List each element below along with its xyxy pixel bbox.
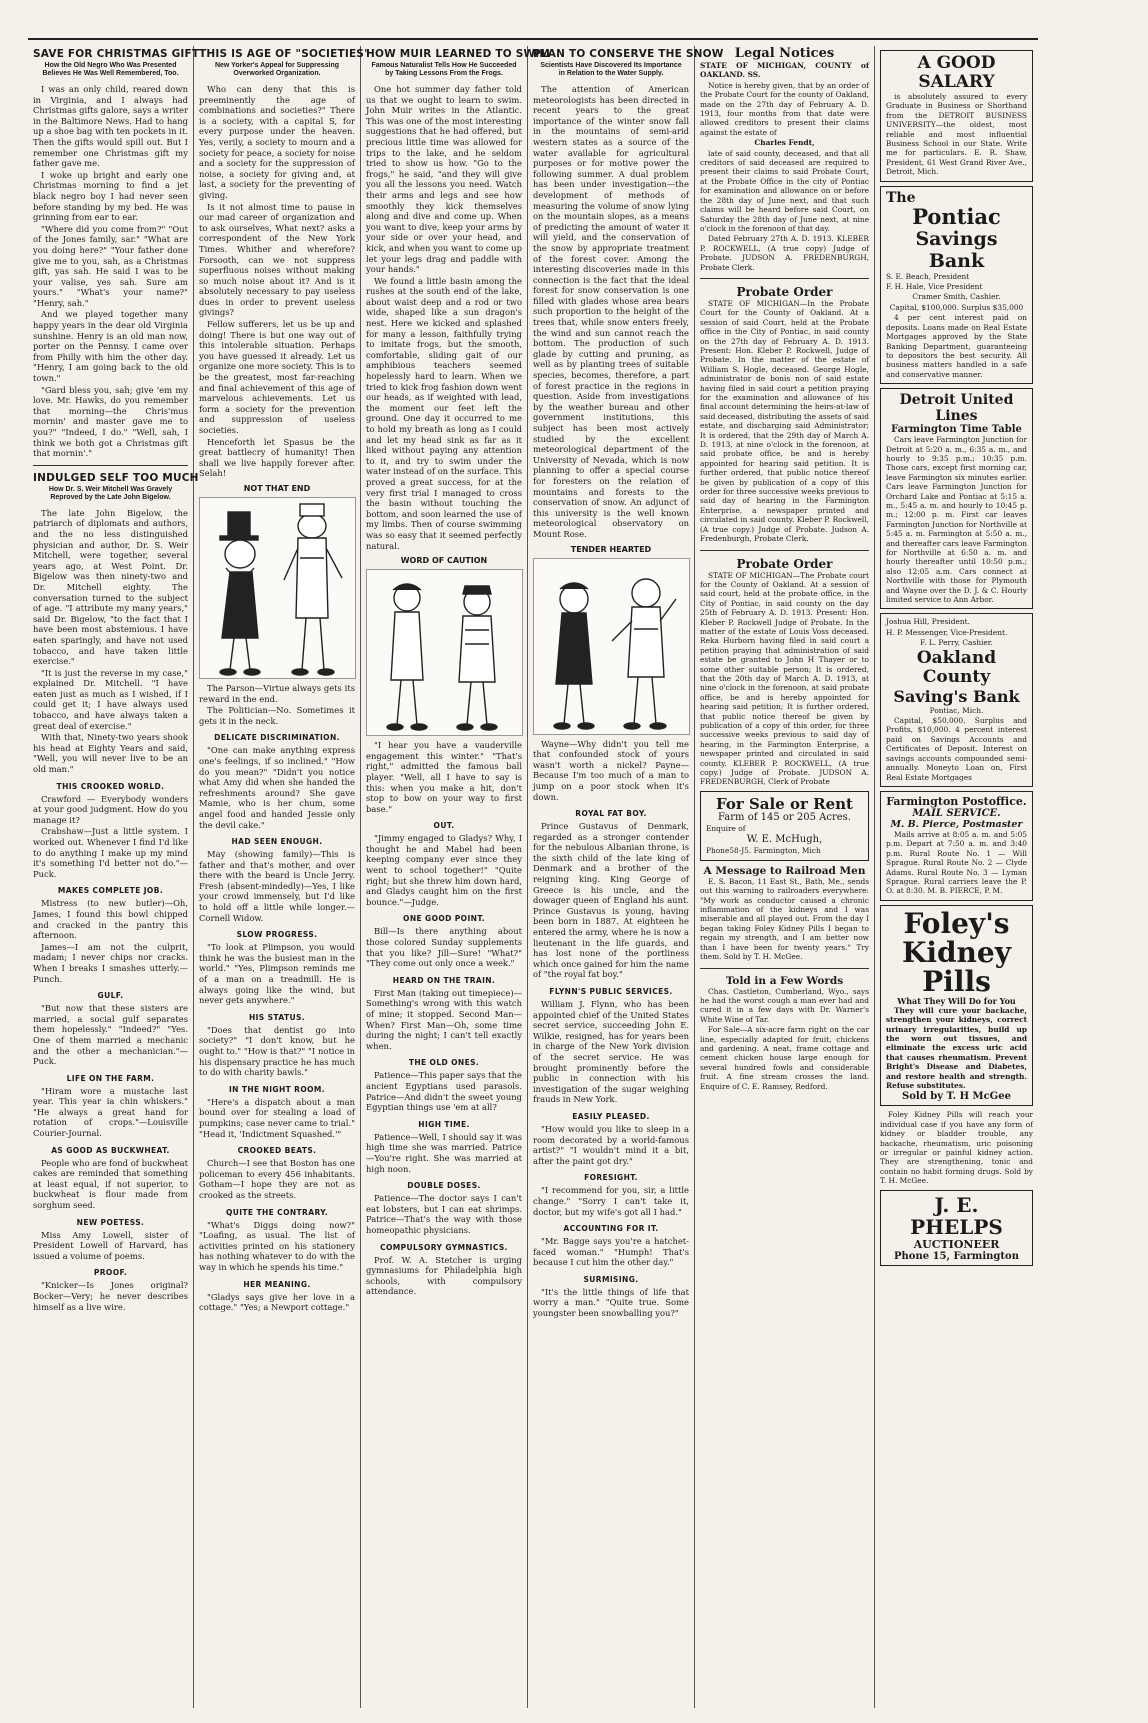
bank-officer: S. E. Beach, President	[886, 271, 970, 281]
foley-kidney-pills-ad	[880, 905, 1033, 1107]
deck-muir-swim: Famous Naturalist Tells How He Succeeded by Taking Lessons From the Frogs.	[371, 62, 517, 77]
foley-text: They will cure your backache, strengthen your kidneys, correct urinary irregularities, build up the worn out tissues, and eliminate the excess uric acid that causes rheumatism. Prevent Bright's Disease and Diabetes, and restore health and strength. Refuse substitutes.	[886, 1005, 1027, 1090]
cartoon-title: WORD OF CAUTION	[400, 556, 488, 566]
article-paragraph: I was an only child, reared down in Virginia, and I always had Christmas gifts galore, says a writer in the Baltimore News. Had to hang up a shoe bag with ten pockets in it. Then the gifts would spill out. But I remember one Christmas gift my father gave me.	[33, 84, 188, 169]
postoffice-subtitle: MAIL SERVICE.	[912, 807, 1001, 819]
legal-notices-title: Legal Notices	[734, 46, 835, 61]
deck-indulged-self: How Dr. S. Weir Mitchell Was Gravely Reproved by the Late John Bigelow.	[48, 485, 173, 501]
article-paragraph: "It is just the reverse in my case," explained Dr. Mitchell. "I have eaten just as much as I wished, if I could get it; I have always used tobacco, and have always taken a great deal of exercise."	[33, 667, 188, 731]
headline-conserve-snow: PLAN TO CONSERVE THE SNOW	[533, 48, 724, 60]
for-sale-text: Farm of 145 or 205 Acres.	[718, 811, 851, 823]
joke-paragraph: Church—I see that Boston has one policeman to every 456 inhabitants. Gotham—I hope they are not as crooked as the streets.	[199, 1158, 355, 1200]
dul-title: Detroit United Lines	[899, 392, 1014, 425]
column-2	[194, 46, 370, 1708]
cartoon-caption: The Parson—Virtue always gets its reward in the end.	[199, 682, 355, 704]
joke-paragraph: Patience—Well, I should say it was high time she was married. Patrice—You're right. She was married at high noon.	[366, 1131, 522, 1174]
bank-city: Pontiac, Mich.	[929, 705, 984, 715]
good-salary-ad	[880, 50, 1033, 182]
bank-text: Capital, $50,000, Surplus and Profits, $10,000. 4 percent interest paid on Savings Accounts and Certificates of Deposit. Interest on savings accounts compounded semi-annually. Moneyto Loan on, First Real Estate Mortgages	[886, 716, 1027, 782]
postoffice-title: Farmington Postoffice.	[886, 794, 1027, 808]
article-paragraph: I woke up bright and early one Christmas morning to find a jet black negro boy I had never seen before standing by my bed. He was grinning from ear to ear.	[33, 169, 188, 223]
joke-paragraph: "How would you like to sleep in a room decorated by a world-famous artist?" "I wouldn't mind it a bit, after the paint got dry."	[533, 1123, 689, 1166]
deck-age-of-societies: New Yorker's Appeal for Suppressing Overworked Organization.	[214, 62, 340, 77]
article-paragraph: With that, Ninety-two years shook his head at Eighty Years and said, "Well, you will never live to be an old man."	[33, 732, 188, 775]
subhead: QUITE THE CONTRARY.	[225, 1207, 329, 1217]
phelps-auctioneer-ad	[880, 1190, 1033, 1266]
dul-timetable: Cars leave Farmington Junction for Detroit at 5:20 a. m., 6:35 a. m., and hourly to 9:35 p.m.; 10:35 p.m. Those cars, except first morning car, leave Farmington six minutes earlier. Cars leave Farmington Junction for Orchard Lake and Pontiac at 5:15 a. m., 5:45 a. m. and hourly to 10:45 p. m.; 12:00 p. m. First car leaves Farmington Junction for Northville at 5:45 a. m. Farmington at 5:50 a. m., and thereafter cars leave Farmington for Northville at 6:50 a. m. and hourly thereafter until 10:50 p.m.; also 12:05 a.m. Cars connect at Northville with those for Plymouth and Wayne over the D. J. & C. Hourly limited service to Ann Arbor.	[886, 435, 1027, 605]
joke-paragraph: "Jimmy engaged to Gladys? Why, I thought he and Mabel had been keeping company ever since they went to school together!" "Quite right; but she threw him down hard, and Gladys caught him on the first bounce."—Judge.	[366, 833, 522, 907]
joke-paragraph: "Knicker—Is Jones original? Bocker—Very; he never describes himself as a live wire.	[33, 1280, 188, 1312]
bank-officer: Joshua Hill, President.	[886, 617, 970, 627]
subhead: FORESIGHT.	[584, 1173, 638, 1183]
foley-title: Pills	[922, 964, 991, 998]
legal-notice-text: late of said county, deceased, and that all creditors of said deceased are required to present their claims to said Probate Court, at the Probate Office in the city of Pontiac for examination and allowance on or before the 28th day of June next, and that such claims will be heard before said Court, on Saturday the 28th day of June next, at nine o'clock in the forenoon of that day.	[700, 148, 869, 233]
article-paragraph: William J. Flynn, who has been appointed chief of the United States secret service, succeeding John E. Wilkie, resigned, has for years been in charge of the New York division of the secret service. He was brought prominently before the public in connection with his investigation of the sugar weighing frauds in New York.	[533, 999, 689, 1105]
joke-paragraph: "I recommend for you, sir, a little change." "Sorry I can't take it, doctor, but my wife's got all I had."	[533, 1185, 689, 1217]
detroit-united-lines-ad	[880, 388, 1033, 609]
divider	[33, 465, 188, 466]
article-paragraph: Henceforth let Spasus be the great battlecry of humanity! Then shall we live happily forever after. Selah!	[199, 436, 355, 479]
bank-name: Savings Bank	[915, 227, 998, 272]
subhead: COMPULSORY GYMNASTICS.	[380, 1242, 508, 1252]
article-paragraph: And we played together many happy years in the dear old Virginia sunshine. Henry is an old man now, porter on the Pennsy. I came over from Philly with him the other day. "Henry, I am going back to the old town."	[33, 309, 188, 384]
joke-paragraph: Crawford — Everybody wonders at your good judgment. How do you manage it?	[33, 793, 188, 825]
subhead: SURMISING.	[583, 1274, 639, 1284]
headline-indulged-self: INDULGED SELF TOO MUCH	[33, 471, 199, 484]
subhead: IN THE NIGHT ROOM.	[228, 1084, 326, 1094]
subhead: DOUBLE DOSES.	[407, 1181, 481, 1191]
foley-sold-by: Sold by T. H McGee	[902, 1091, 1011, 1103]
column-5	[695, 46, 875, 1708]
bank-officer: F. L. Perry, Cashier.	[920, 638, 993, 648]
subhead: HIS STATUS.	[248, 1012, 306, 1022]
foley-title: Foley's	[903, 906, 1010, 940]
subhead: MAKES COMPLETE JOB.	[57, 886, 164, 896]
headline-age-of-societies: THIS IS AGE OF "SOCIETIES"	[199, 48, 370, 60]
cartoon-tender-hearted	[533, 558, 690, 735]
postmaster-name: M. B. Pierce, Postmaster	[890, 818, 1023, 830]
bank-name: Saving's Bank	[893, 686, 1020, 706]
joke-paragraph: "Here's a dispatch about a man bound over for stealing a load of pumpkins; case never came to trial." "Head it, 'Indictment Squashed.'"	[199, 1096, 355, 1139]
subhead: HIGH TIME.	[418, 1119, 470, 1129]
subhead: HER MEANING.	[243, 1279, 311, 1289]
column-4	[528, 46, 724, 1708]
article-paragraph: One hot summer day father told us that we ought to learn to swim. John Muir writes in the Atlantic. This was one of the most interesting suggestions that he had offered, but precious little time was allowed for trips to the lake, and he seldom tried to show us how. "Go to the frogs," he said, "and they will give you all the lessons you need. Watch their arms and legs and see how smoothly they kick themselves along and dive and come up. When you want to dive, keep your arms by your side or over your head, and kick, and when you want to come up let your legs drag and paddle with your hands."	[366, 84, 522, 275]
bank-officer: F. H. Hale, Vice President	[886, 282, 983, 292]
cartoon-caption: Wayne—Why didn't you tell me that confounded stock of yours wasn't worth a nickel? Payne—Because I'm too much of a man to jump on a poor stock when it's down.	[533, 738, 689, 802]
subhead: EASILY PLEASED.	[572, 1111, 650, 1121]
article-paragraph: Is it not almost time to pause in our mad career of organization and to ask ourselves, What next? asks a correspondent of the New York Times. Whither and wherefore? Forsooth, can we not suppress superfluous noises without making so much noise about it? And is it absolutely necessary to pay useless dues in order to prevent useless givings?	[199, 201, 355, 318]
subhead: ROYAL FAT BOY.	[575, 809, 647, 819]
subhead: FLYNN'S PUBLIC SERVICES.	[549, 987, 673, 996]
deck-christmas-gift: How the Old Negro Who Was Presented Believes He Was Well Remembered, Too.	[42, 62, 179, 77]
top-rule	[28, 38, 1038, 40]
good-salary-title: A GOOD SALARY	[917, 53, 996, 92]
told-in-few-words-title: Told in a Few Words	[725, 974, 844, 987]
joke-paragraph: First Man (taking out timepiece)—Something's wrong with this watch of mine; it stopped. Second Man—When? First Man—Oh, some time during the night; I can't tell exactly when.	[366, 987, 522, 1051]
phelps-name: J. E. PHELPS	[910, 1192, 1003, 1239]
article-paragraph: We found a little basin among the rushes at the south end of the lake, about waist deep and a rod or two wide, shaped like a sun dragon's nest. Here we kicked and splashed for many a lesson, faithfully trying to imitate frogs, but the smooth, comfortable, sliding gait of our amphibious teachers seemed hopelessly hard to learn. When we tried to kick frog fashion down went our heads, as if weighted with lead, the moment our feet left the ground. One day it occurred to me to hold my breath as long as I could and let my head sink as far as it liked without paying any attention to it, and try to swim under the water instead of on the surface. This proved a great success, for at the very first trial I managed to cross the basin without touching the bottom, and soon learned the use of my limbs. Then of course swimming was so easy that it seemed perfectly natural.	[366, 275, 522, 551]
subhead: SLOW PROGRESS.	[236, 930, 318, 940]
column-1	[28, 46, 200, 1708]
for-sale-phone: Phone58-J5. Farmington, Mich	[706, 846, 821, 856]
subhead: ACCOUNTING FOR IT.	[563, 1224, 659, 1234]
legal-notice-heading: STATE OF MICHIGAN, COUNTY of OAKLAND. SS.	[700, 61, 869, 80]
farm-for-sale-text: For Sale—A six-acre farm right on the car line, especially adapted for fruit, chickens and gardening. A neat, frame cottage and cement chicken house large enough for several hundred fowls and considerable fruit. A fine stream crosses the land. Enquire of C. E. Ramsey, Redford.	[700, 1025, 869, 1091]
joke-paragraph: "One can make anything express one's feelings, if so inclined." "How do you mean?" "Didn't you notice what Amy did when she handed the refreshments around? She gave Mamie, who is her chum, some angel food and handed Jessie only the devil cake."	[199, 745, 355, 830]
probate-order-title: Probate Order	[736, 556, 833, 571]
joke-paragraph: "Does that dentist go into society?" "I don't know, but he ought to." "How is that?" "I notice in his dispensary practice he has much to do with charity bawls."	[199, 1024, 355, 1078]
foley-text-2: Foley Kidney Pills will reach your individual case if you have any form of kidney or bladder trouble, any backache, rheumatism, uric poisoning or irregular or painful kidney action. They are strengthening, tonic and contain no habit forming drugs. Sold by T. H. McGee.	[880, 1110, 1033, 1186]
deck-conserve-snow: Scientists Have Discovered Its Importance in Relation to the Water Supply.	[540, 62, 682, 77]
bank-officer: Cramer Smith, Cashier.	[912, 292, 1001, 302]
pontiac-savings-bank-ad	[880, 186, 1033, 384]
joke-paragraph: Crabshaw—Just a little system. I worked out. Whenever I find I'd like to do anything I make up my mind it's something I'd better not do."—Puck.	[33, 826, 188, 879]
legal-notice-name: Charles Fendt,	[754, 138, 815, 148]
joke-paragraph: Patience—The doctor says I can't eat lobsters, but I can eat shrimps. Patrice—That's the way with those homeopathic physicians.	[366, 1193, 522, 1235]
dul-subtitle: Farmington Time Table	[891, 424, 1022, 436]
article-paragraph: "Gard bless you, sah; give 'em my love. Mr. Hawks, do you remember that morning—the Chris'mus mornin' and master gave me to you?" "Indeed, I do." "Well, sah, I think we both got a Christmas gift that mornin'."	[33, 384, 188, 459]
subhead: ONE GOOD POINT.	[403, 914, 485, 924]
joke-paragraph: Miss Amy Lowell, sister of President Lowell of Harvard, has issued a volume of poems.	[33, 1229, 188, 1261]
legal-notice-text: Notice is hereby given, that by an order of the Probate Court for the county of Oakland, made on the 27th day of February A. D. 1913, four months from that date were allowed creditors to present their claims against the estate of	[700, 80, 869, 137]
headline-muir-swim: HOW MUIR LEARNED TO SWIM	[366, 48, 551, 60]
divider	[700, 278, 869, 279]
probate-order-title: Probate Order	[736, 284, 833, 299]
message-railroad-title: A Message to Railroad Men	[703, 864, 866, 877]
joke-paragraph: "Mr. Bagge says you're a hatchet-faced woman." "Humph! That's because I cut him the other day."	[533, 1236, 689, 1268]
for-sale-title: For Sale or Rent	[716, 794, 853, 813]
subhead: DELICATE DISCRIMINATION.	[214, 733, 340, 743]
subhead: NEW POETESS.	[76, 1217, 145, 1227]
headline-christmas-gift: SAVE FOR CHRISTMAS GIFT	[33, 48, 200, 60]
for-sale-text: Enquire of	[706, 824, 746, 834]
joke-paragraph: James—I am not the culprit, madam; I never chips nor cracks. When I breaks I smashes utterly.—Punch.	[33, 941, 188, 984]
subhead: HEARD ON THE TRAIN.	[392, 975, 496, 985]
joke-paragraph: Bill—Is there anything about those colored Sunday supplements that you like? Jill—Sure! "What?" "They come out only once a week."	[366, 926, 522, 969]
bank-capital: Capital, $100,000. Surplus $35,000	[889, 302, 1024, 312]
cartoon-title: NOT THAT END	[243, 483, 311, 493]
legal-notice-signature: Dated February 27th A. D. 1913. KLEBER P. ROCKWELL, (A true copy) Judge of Probate. JUDSON A. FREDENBURGH, Probate Clerk.	[700, 234, 869, 272]
joke-paragraph: "What's Diggs doing now?" "Loafing, as usual. The list of activities printed on his stationery has nothing whatever to do with the way in which he spends his time."	[199, 1219, 355, 1272]
cartoon-ball-player	[366, 569, 523, 736]
joke-paragraph: "Gladys says give her love in a cottage." "Yes; a Newport cottage."	[199, 1291, 355, 1313]
article-paragraph: The late John Bigelow, the patriarch of diplomats and authors, and the no less distinguished physician and author, Dr. S. Weir Mitchell, were together, several years ago, at West Point. Dr. Bigelow was then ninety-two and Dr. Mitchell eighty. The conversation turned to the subject of age. "I attribute my many years," said Dr. Bigelow, "to the fact that I have been most abstemious. I have eaten sparingly, and have not used tobacco, and have taken little exercise."	[33, 507, 188, 667]
bank-the: The	[886, 189, 916, 206]
joke-paragraph: "It's the little things of life that worry a man." "Quite true. Some youngster been snowballing you?"	[533, 1286, 689, 1319]
divider	[700, 968, 869, 969]
subhead: AS GOOD AS BUCKWHEAT.	[51, 1145, 170, 1155]
divider	[700, 550, 869, 551]
probate-order-text: STATE OF MICHIGAN—In the Probate Court for the County of Oakland. At a session of said Court, held at the Probate office in the City of Pontiac, in said county on the 27th day of February A. D. 1913. Present: Hon. Kleber P. Rockwell, Judge of Probate. In the matter of the estate of William S. Hogle, deceased. George Hogle, administrator de bonis non of said estate having filed in said court a petition praying for the examination and allowance of his final account determining the heirs-at-law of said deceased, distributing the assets of said estate, and discharging said Administrator; It is ordered, that the 29th day of March A. D. 1913, at nine o'clock in the forenoon, at said probate office, be and is hereby appointed for hearing said petition. It is further ordered, that public notice thereof be given by publication of a copy of this order for three successive weeks previous to said day of hearing in the Farmington Enterprise, a newspaper printed and circulated in said county. Kleber P. Rockwell, (A true copy.) Judge of Probate. Judson A. Fredenburgh, Probate Clerk.	[700, 298, 869, 544]
joke-paragraph: Patience—This paper says that the ancient Egyptians used parasols. Patrice—And didn't the sweet young Egyptian things use 'em at all?	[366, 1070, 522, 1113]
bank-name: Oakland County	[916, 647, 997, 687]
for-sale-ad	[700, 791, 869, 861]
subhead: PROOF.	[93, 1268, 128, 1278]
article-paragraph: Prince Gustavus of Denmark, regarded as a stronger contender for the nebulous Albanian throne, is the sixth child of the late king of Denmark and a brother of the reigning king. King George of Greece is his uncle, and the dowager queen of England his aunt. Prince Gustavus is young, having been born in 1887. At eighteen he entered the army, where he is now a lieutenant in the life guards, and has lost none of the portliness which once gained for him the name of "the royal fat boy."	[533, 821, 689, 980]
subhead: THIS CROOKED WORLD.	[56, 781, 165, 791]
farmington-postoffice-ad	[880, 791, 1033, 901]
subhead: THE OLD ONES.	[408, 1058, 480, 1068]
joke-paragraph: Prof. W. A. Stetcher is urging gymnasiums for Philadelphia high schools, with compulsory attendance.	[366, 1254, 522, 1297]
bank-officer: H. P. Messenger, Vice-President.	[886, 627, 1008, 637]
subhead: OUT.	[433, 821, 455, 831]
article-paragraph: "Where did you come from?" "Out of the Jones family, sar." "What are you doing here?" "Your father done give me to you, sah, as a Christmas gift, yas sah. He said I was to be your valise, yes sah. Sure am yours." "What's your name?" "Henry, sah."	[33, 223, 188, 308]
bank-name: Pontiac	[912, 203, 1001, 229]
cartoon-title: TENDER HEARTED	[570, 544, 652, 554]
subhead: GULF.	[97, 991, 124, 1001]
cartoon-caption: The Politician—No. Sometimes it gets it in the neck.	[199, 705, 355, 726]
article-paragraph: The attention of American meteorologists has been directed in recent years to the great importance of the winter snow fall in the mountains of semi-arid western states as a source of the water available for agricultural purposes or for motive power the following summer. A dual problem has been under investigation—the development of methods of measuring the volume of snow lying on the mountain slopes, as a means of predicting the amount of water it will yield, and the conservation of the snow by appropriate treatment of the forest cover. Among the interesting discoveries made in this connection is the fact that the ideal forest for snow conservation is one filled with glades whose area bears such proportion to the height of the trees that, while snow enters freely, the wind and sun cannot reach the bottom. The production of such glade by cutting and pruning, as well as by planting trees of suitable species, becomes, therefore, a part of forest practice in the regions in question. Aside from investigations by the weather bureau and other government institutions, this subject has been most actively studied by the excellent meteorological department of the University of Nevada, which is now planning to offer a special course for foresters on the relation of mountains and forests to the conservation of snow. An adjunct of this university is the well known meteorological observatory on Mount Rose.	[533, 84, 689, 539]
subhead: HAD SEEN ENOUGH.	[231, 837, 323, 847]
phelps-phone: Phone 15, Farmington	[894, 1250, 1019, 1262]
bank-text: 4 per cent interest paid on deposits. Loans made on Real Estate Mortgages approved by the State Banking Department, guaranteeing to depositors the best security. All business matters handled in a safe and conservative manner.	[886, 313, 1027, 379]
oakland-county-bank-ad	[880, 613, 1033, 786]
joke-paragraph: "Hiram wore a mustache last year. This year ia chin whiskers." "He always a great hand for rotation of crops."—Louisville Courier-Journal.	[33, 1085, 188, 1139]
cartoon-parson-politician	[199, 497, 356, 679]
newspaper-page	[28, 38, 1138, 1708]
joke-paragraph: "To look at Plimpson, you would think he was the busiest man in the world." "Yes, Plimpson reminds me of a man on a treadmill. He is always going like the wind, but never gets anywhere."	[199, 942, 355, 1006]
article-paragraph: Who can deny that this is preeminently the age of combinations and societies?" There is a society, with a capital S, for every purpose under the heaven. Yes, verily, a society to mourn and a society for peace, a society for noise and a society for the suppression of noise, a society for giving and, at last, a society for the preventing of giving.	[199, 84, 355, 200]
column-6	[875, 46, 1038, 1708]
for-sale-contact: W. E. McHugh,	[746, 833, 823, 845]
probate-order-text: STATE OF MICHIGAN—The Probate court for the County of Oakland. At a session of said court, held at the probate office, in the City of Pontiac, in said county on the day 25th of February A. D. 1913. Present: Hon. Kleber P. Rockwell Judge of Probate. In the matter of the estate of Louis Voss deceased. Reka Hurborn having filed in said court a petition praying that administration of said estate be granted to John H Thayer or to some other suitable person; It is ordered, that the 20th day of March A. D. 1913, at nine o'clock in the forenoon, at said probate office, be and is hereby appointed for hearing said petition; It is further ordered, that public notice thereof be given by publication of a copy of this order, for three successive weeks previous to said day of hearing, in the Farmington Enterprise, a newspaper printed and circulated in said county. KLEBER P. ROCKWELL, (A true copy.) Judge of Probate. JUDSON A. FREDENBURGH, Clerk of Probate	[700, 570, 869, 787]
foley-title: Kidney	[902, 935, 1011, 969]
foley-subtitle: What They Will Do for You	[897, 995, 1016, 1006]
joke-paragraph: Mistress (to new butler)—Oh, James, I found this bowl chipped and cracked in the pantry this afternoon.	[33, 898, 188, 941]
told-in-few-words-text: Chas. Castleton, Cumberland, Wyo., says he had the worst cough a man ever had and cured it in a few days with Dr. Warner's White Wine of Tar.	[700, 986, 869, 1024]
cartoon-caption: "I hear you have a vauderville engagement this winter." "That's right," admitted the famous ball player. "Well, all I have to say is this: when you make a hit, don't stop to bow on your way to first base."	[366, 740, 522, 814]
column-3	[361, 46, 551, 1708]
article-paragraph: Fellow sufferers, let us be up and doing! There is but one way out of this intolerable situation. Perhaps you have guessed it already. Let us organize one more society. This is to be the greatest, most far-reaching and final achievement of this age of marvelous achievements. Let us form a society for the prevention and suppression of useless societies.	[199, 319, 355, 435]
joke-paragraph: People who are fond of buckwheat cakes are reminded that something at least equal, if not superior, to buckwheat is flour made from sorghum seed.	[33, 1157, 188, 1211]
message-railroad-text: E. S. Bacon, 11 East St., Bath, Me., sends out this warning to railroaders everywhere: "My work as conductor caused a chronic inflammation of the kidneys and I was miserable and all played out. From the day I began taking Foley Kidney Pills I began to regain my strength, and I am better now than I have been for twenty years." Try them. Sold by T. H. McGee.	[700, 876, 869, 962]
subhead: CROOKED BEATS.	[237, 1146, 317, 1156]
phelps-subtitle: AUCTIONEER	[913, 1237, 1000, 1251]
subhead: LIFE ON THE FARM.	[66, 1073, 155, 1083]
joke-paragraph: May (showing family)—This is father and that's mother, and over there with the beard is Uncle Jerry. Fresh (absent-mindedly)—Yes, I like your crowd immensely, but I'd like to hold off a little while longer.—Cornell Widow.	[199, 849, 355, 923]
joke-paragraph: "But now that these sisters are married, a social gulf separates them hopelessly." "Indeed?" "Yes. One of them married a mechanic and the other a mechanician."—Puck.	[33, 1003, 188, 1067]
good-salary-text: is absolutely assured to every Graduate in Business or Shorthand from the DETROIT BUSINESS UNIVERSITY—the oldest, most reliable and most influential Business School in our State. Write me for particulars. E. R. Shaw, President, 61 West Grand River Ave., Detroit, Mich.	[886, 92, 1027, 177]
postoffice-text: Mails arrive at 8:05 a. m. and 5:05 p.m. Depart at 7:50 a. m. and 3:40 p.m. Rural Route No. 1 — Will Sprague. Rural Route No. 2 — Clyde Adams. Rural Route No. 3 — Lyman Sprague. Rural carriers leave the P. O. at 8:30. M. B. PIERCE, P. M.	[886, 829, 1027, 896]
